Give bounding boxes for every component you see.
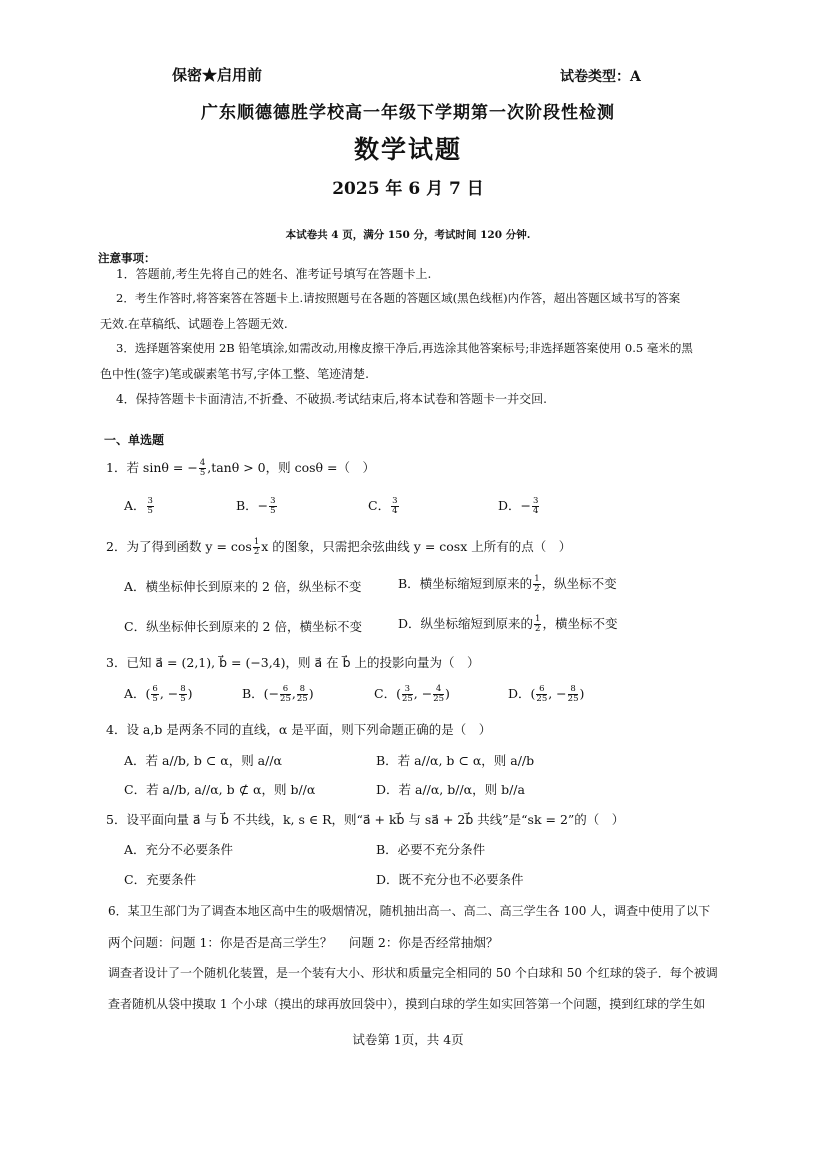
question-2-stem: 2．为了得到函数 y = cos $\frac{1}{2}$ x 的图象，只需把余弦曲线 y = cosx 上所有的点（ ） bbox=[106, 537, 572, 557]
question-4-option-d[interactable]: D．若 a//α, b//α，则 b//a bbox=[376, 782, 525, 797]
question-1-option-b[interactable]: B．− $\frac{3}{5}$ bbox=[236, 496, 276, 516]
question-5-option-a[interactable]: A．充分不必要条件 bbox=[124, 842, 234, 857]
question-3-option-b[interactable]: B．(− $\frac{6}{25}$ , $\frac{8}{25}$ ) bbox=[242, 684, 314, 704]
secret-label: 保密★启用前 bbox=[172, 66, 263, 84]
question-2-option-a[interactable]: A．横坐标伸长到原来的 2 倍，纵坐标不变 bbox=[124, 579, 362, 594]
exam-date: 2025 年 6 月 7 日 bbox=[332, 179, 484, 199]
exam-meta: 本试卷共 4 页，满分 150 分，考试时间 120 分钟. bbox=[285, 229, 531, 241]
question-4-option-a[interactable]: A．若 a//b, b ⊂ α，则 a//α bbox=[124, 753, 282, 768]
question-2-option-b[interactable]: B．横坐标缩短到原来的 $\frac{1}{2}$ ，纵坐标不变 bbox=[398, 574, 617, 594]
question-6-line-3: 调查者设计了一个随机化装置，是一个装有大小、形状和质量完全相同的 50 个白球和 50 个红球的袋子．每个被调 bbox=[108, 966, 718, 980]
question-2-option-d[interactable]: D．纵坐标缩短到原来的 $\frac{1}{2}$ ，横坐标不变 bbox=[398, 614, 618, 634]
section-single-choice: 一、单选题 bbox=[104, 433, 165, 447]
question-1-stem: 1．若 sinθ = − $\frac{4}{5}$ ,tanθ > 0，则 cosθ =（ ） bbox=[106, 458, 376, 478]
note-1: 1．答题前,考生先将自己的姓名、准考证号填写在答题卡上. bbox=[116, 267, 432, 281]
note-2b: 无效.在草稿纸、试题卷上答题无效. bbox=[100, 317, 288, 331]
question-6-line-4: 查者随机从袋中摸取 1 个小球（摸出的球再放回袋中），摸到白球的学生如实回答第一个问题，摸到红球的学生如 bbox=[108, 997, 706, 1011]
question-1-option-a[interactable]: A． $\frac{3}{5}$ bbox=[124, 496, 153, 516]
question-4-option-c[interactable]: C．若 a//b, a//α, b ⊄ α，则 b//α bbox=[124, 782, 316, 797]
page-footer: 试卷第 1页，共 4页 bbox=[352, 1032, 464, 1047]
question-5-option-b[interactable]: B．必要不充分条件 bbox=[376, 842, 486, 857]
school-title: 广东顺德德胜学校高一年级下学期第一次阶段性检测 bbox=[201, 103, 615, 123]
question-5-stem: 5．设平面向量 a⃗ 与 b⃗ 不共线，k, s ∈ R，则“a⃗ + kb⃗ 与 sa⃗ + 2b⃗ 共线”是“sk = 2”的（ ） bbox=[106, 812, 625, 827]
question-6-line-1: 6．某卫生部门为了调查本地区高中生的吸烟情况，随机抽出高一、高二、高三学生各 100 人，调查中使用了以下 bbox=[108, 904, 711, 918]
note-4: 4．保持答题卡卡面清洁,不折叠、不破损.考试结束后,将本试卷和答题卡一并交回. bbox=[116, 392, 547, 406]
question-6-line-2: 两个问题：问题 1：你是否是高三学生？ 问题 2：你是否经常抽烟？ bbox=[108, 935, 499, 950]
subject-title: 数学试题 bbox=[353, 135, 462, 164]
question-3-option-c[interactable]: C．( $\frac{3}{25}$ , − $\frac{4}{25}$ ) bbox=[374, 684, 450, 704]
question-2-option-c[interactable]: C．纵坐标伸长到原来的 2 倍，横坐标不变 bbox=[124, 619, 362, 634]
paper-type-label: 试卷类型：A bbox=[560, 69, 641, 85]
question-3-stem: 3．已知 a⃗ = (2,1), b⃗ = (−3,4)，则 a⃗ 在 b⃗ 上的投影向量为（ ） bbox=[106, 655, 480, 670]
fraction: $\frac{4}{5}$ bbox=[199, 458, 206, 478]
note-3b: 色中性(签字)笔或碳素笔书写,字体工整、笔迹清楚. bbox=[100, 367, 369, 381]
question-4-stem: 4．设 a,b 是两条不同的直线，α 是平面，则下列命题正确的是（ ） bbox=[106, 722, 492, 737]
question-3-option-d[interactable]: D．( $\frac{6}{25}$ , − $\frac{8}{25}$ ) bbox=[508, 684, 585, 704]
notes-title: 注意事项： bbox=[98, 251, 156, 265]
question-1-option-c[interactable]: C． $\frac{3}{4}$ bbox=[368, 496, 398, 516]
question-1-option-d[interactable]: D．− $\frac{3}{4}$ bbox=[498, 496, 539, 516]
question-5-option-c[interactable]: C．充要条件 bbox=[124, 872, 197, 887]
question-3-option-a[interactable]: A．( $\frac{6}{5}$ , − $\frac{8}{5}$ ) bbox=[124, 684, 193, 704]
note-3a: 3．选择题答案使用 2B 铅笔填涂,如需改动,用橡皮擦干净后,再选涂其他答案标号;非选择题答案使用 0.5 毫米的黑 bbox=[116, 341, 693, 355]
note-2a: 2．考生作答时,将答案答在答题卡上.请按照题号在各题的答题区域(黑色线框)内作答，超出答题区域书写的答案 bbox=[116, 291, 681, 305]
question-5-option-d[interactable]: D．既不充分也不必要条件 bbox=[376, 872, 524, 887]
question-4-option-b[interactable]: B．若 a//α, b ⊂ α，则 a//b bbox=[376, 753, 535, 768]
